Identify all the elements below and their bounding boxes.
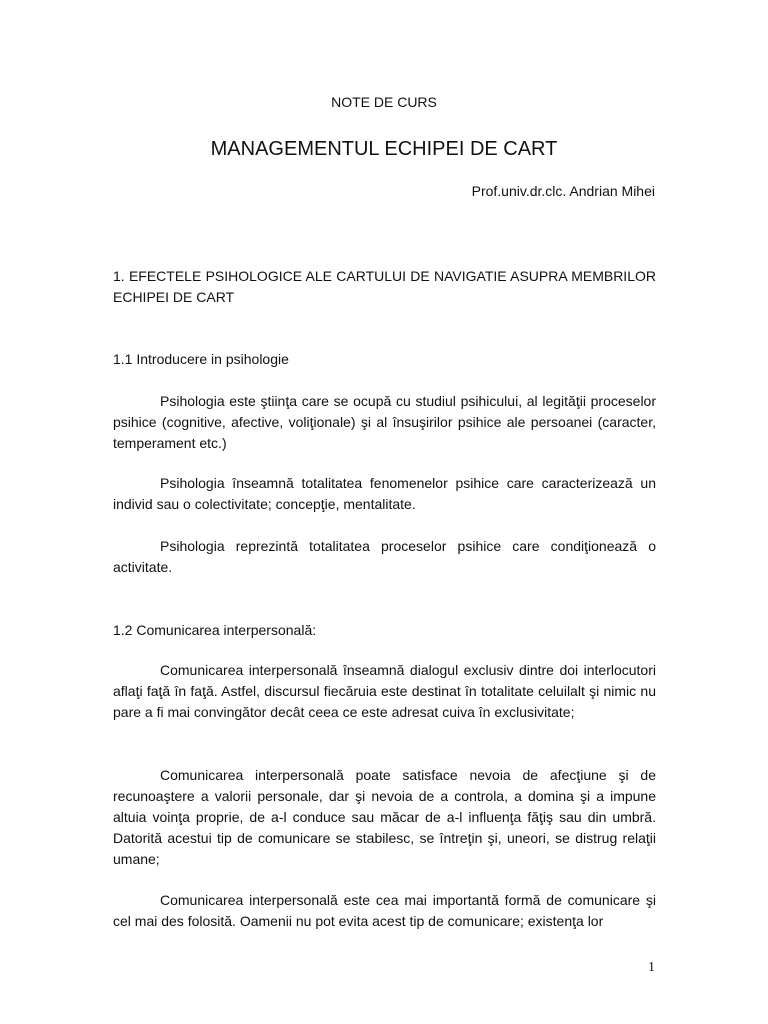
paragraph: Comunicarea interpersonală este cea mai importantă formă de comunicare şi cel mai des folosită. Oamenii nu pot evita acest tip de comunicare; existenţa lor [113, 892, 656, 929]
paragraph: Psihologia reprezintă totalitatea proceselor psihice care condiţionează o activitate. [113, 538, 656, 575]
paragraph: Psihologia înseamnă totalitatea fenomenelor psihice care caracterizează un individ sau o colectivitate; concepţie, mentalitate. [113, 475, 656, 512]
section-1-heading: 1. EFECTELE PSIHOLOGICE ALE CARTULUI DE NAVIGATIE ASUPRA MEMBRILOR ECHIPEI DE CART [113, 268, 656, 305]
author-line: Prof.univ.dr.clc. Andrian Mihei [471, 183, 655, 199]
paragraph: Comunicarea interpersonală înseamnă dialogul exclusiv dintre doi interlocutori aflaţi faţă în faţă. Astfel, discursul fiecăruia este destinat în totalitate celuilalt şi nimic nu pare a fi mai convingător decât ceea ce este adresat cuiva în exclusivitate; [113, 662, 656, 720]
paragraph: Psihologia este ştiinţa care se ocupă cu studiul psihicului, al legităţii proceselor psihice (cognitive, afective, voliţionale) şi al însuşirilor psihice ale persoanei (caracter, temperament etc.) [113, 393, 656, 451]
document-title: MANAGEMENTUL ECHIPEI DE CART [210, 138, 558, 160]
note-label: NOTE DE CURS [331, 94, 437, 110]
paragraph: Comunicarea interpersonală poate satisface nevoia de afecţiune şi de recunoaştere a valorii personale, dar şi nevoia de a controla, a domina şi a impune altuia voinţa proprie, de a-l conduce sau măcar de a-l influenţa făţiş sau din umbră. Datorită acestui tip de comunicare se stabilesc, se întreţin şi, uneori, se distrug relaţii umane; [113, 767, 656, 867]
subsection-1-1-heading: 1.1 Introducere in psihologie [113, 351, 289, 367]
subsection-1-2-heading: 1.2 Comunicarea interpersonală: [113, 622, 317, 638]
page-number: 1 [648, 960, 655, 975]
